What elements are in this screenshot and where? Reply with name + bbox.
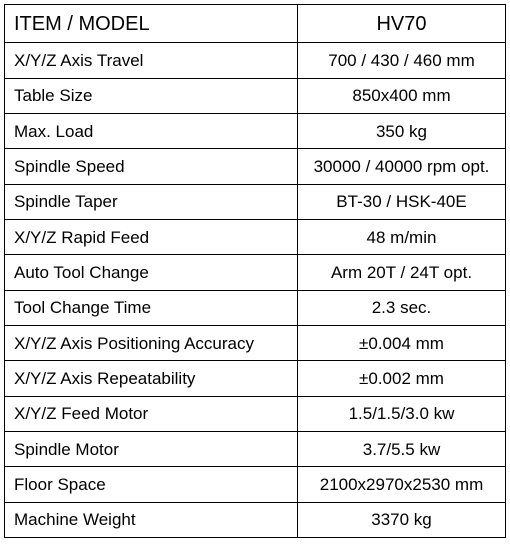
row-value: 1.5/1.5/3.0 kw [298,396,506,431]
row-value: 3.7/5.5 kw [298,431,506,466]
row-label: X/Y/Z Axis Repeatability [5,361,298,396]
row-label: X/Y/Z Axis Travel [5,43,298,78]
row-label: Machine Weight [5,502,298,537]
table-row [5,396,506,431]
row-label: X/Y/Z Rapid Feed [5,220,298,255]
row-value: 350 kg [298,114,506,149]
table-row [5,431,506,466]
row-value: 2.3 sec. [298,290,506,325]
row-label: Auto Tool Change [5,255,298,290]
row-label: X/Y/Z Feed Motor [5,396,298,431]
row-value: BT-30 / HSK-40E [298,184,506,219]
row-value: ±0.002 mm [298,361,506,396]
table-row [5,43,506,78]
row-label: Table Size [5,78,298,113]
row-value: 48 m/min [298,220,506,255]
row-value: ±0.004 mm [298,325,506,360]
table-row [5,184,506,219]
row-value: 2100x2970x2530 mm [298,467,506,502]
row-label: Spindle Speed [5,149,298,184]
row-label: Floor Space [5,467,298,502]
row-label: Spindle Taper [5,184,298,219]
row-value: 30000 / 40000 rpm opt. [298,149,506,184]
table-row [5,502,506,537]
table-row [5,325,506,360]
row-label: X/Y/Z Axis Positioning Accuracy [5,325,298,360]
table-row [5,114,506,149]
table-row [5,149,506,184]
table-row [5,255,506,290]
row-label: Spindle Motor [5,431,298,466]
header-label: ITEM / MODEL [5,5,298,43]
table-row [5,220,506,255]
row-value: 3370 kg [298,502,506,537]
row-value: 850x400 mm [298,78,506,113]
table-row [5,361,506,396]
row-label: Max. Load [5,114,298,149]
row-label: Tool Change Time [5,290,298,325]
table-row [5,467,506,502]
table-header-row [5,5,506,43]
table-row [5,290,506,325]
spec-table [4,4,506,538]
row-value: 700 / 430 / 460 mm [298,43,506,78]
row-value: Arm 20T / 24T opt. [298,255,506,290]
header-model: HV70 [298,5,506,43]
table-row [5,78,506,113]
